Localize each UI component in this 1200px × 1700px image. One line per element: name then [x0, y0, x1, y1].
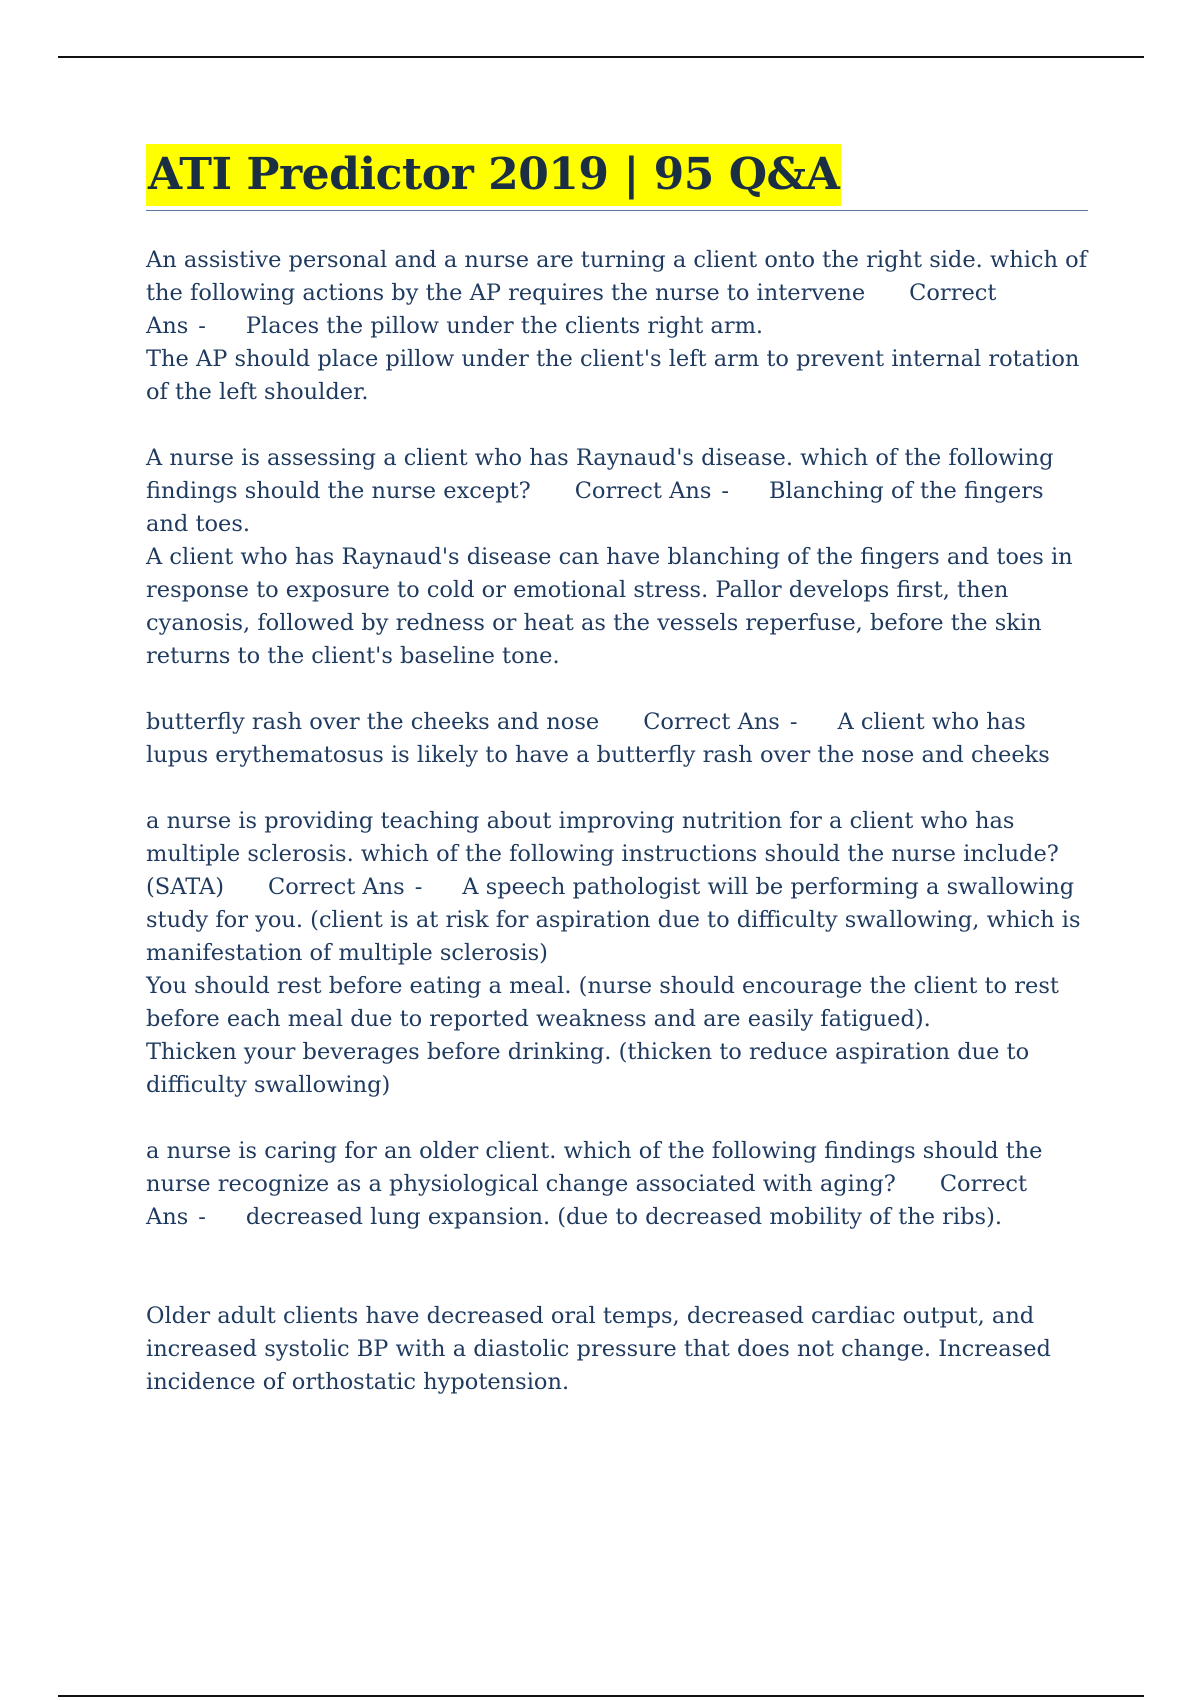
- page-top-rule: [58, 56, 1144, 58]
- qa-item-3: [146, 706, 1088, 772]
- answer-text: decreased lung expansion. (due to decreased mobility of the ribs).: [245, 1204, 1002, 1230]
- answer-separator: -: [198, 313, 206, 339]
- answer-text: A speech pathologist will be performing a swallowing study for you. (client is at risk for aspiration due to difficulty swallowing, which is manifestation of multiple sclerosis): [146, 874, 1081, 966]
- closing-note: [146, 1300, 1088, 1399]
- answer-separator: -: [721, 478, 729, 504]
- answer-label: Correct Ans: [146, 280, 997, 339]
- question-text: A nurse is assessing a client who has Raynaud's disease. which of the following findings should the nurse except?: [146, 445, 1054, 504]
- qa-block: [146, 442, 1088, 541]
- explanation-text: The AP should place pillow under the client's left arm to prevent internal rotation of the left shoulder.: [146, 346, 1080, 405]
- qa-item-4: [146, 805, 1088, 1102]
- qa-block: [146, 1135, 1088, 1234]
- explanation-text: You should rest before eating a meal. (nurse should encourage the client to rest before each meal due to reported weakness and are easily fatigued).: [146, 973, 1059, 1032]
- qa-block: [146, 706, 1088, 772]
- explanation-text: Thicken your beverages before drinking. (thicken to reduce aspiration due to difficulty swallowing): [146, 1039, 1030, 1098]
- question-text: butterfly rash over the cheeks and nose: [146, 709, 600, 735]
- answer-text: Places the pillow under the clients right arm.: [245, 313, 764, 339]
- qa-item-5: [146, 1135, 1088, 1234]
- explanation-text: A client who has Raynaud's disease can have blanching of the fingers and toes in response to exposure to cold or emotional stress. Pallor develops first, then cyanosis, followed by redness or heat as the vessels reperfuse, before the skin returns to the client's baseline tone.: [146, 544, 1073, 669]
- answer-label: Correct Ans: [268, 874, 405, 900]
- qa-block: [146, 805, 1088, 970]
- question-text: a nurse is providing teaching about improving nutrition for a client who has multiple sclerosis. which of the following instructions should the nurse include? (SATA): [146, 808, 1059, 900]
- title-underline: [146, 210, 1088, 211]
- answer-separator: -: [198, 1204, 206, 1230]
- answer-text: Blanching of the fingers and toes.: [146, 478, 1044, 537]
- answer-text: A client who has lupus erythematosus is likely to have a butterfly rash over the nose and cheeks: [146, 709, 1050, 768]
- answer-label: Correct Ans: [643, 709, 780, 735]
- document-body: [146, 144, 1088, 1432]
- question-text: An assistive personal and a nurse are turning a client onto the right side. which of the following actions by the AP requires the nurse to intervene: [146, 247, 1088, 306]
- closing-note-text: Older adult clients have decreased oral temps, decreased cardiac output, and increased systolic BP with a diastolic pressure that does not change. Increased incidence of orthostatic hypotension.: [146, 1303, 1051, 1395]
- question-text: a nurse is caring for an older client. which of the following findings should the nurse recognize as a physiological change associated with aging?: [146, 1138, 1043, 1197]
- answer-label: Correct Ans: [574, 478, 712, 504]
- qa-item-1: [146, 244, 1088, 409]
- answer-separator: -: [789, 709, 798, 735]
- page-bottom-rule: [58, 1695, 1144, 1697]
- qa-list: [146, 244, 1088, 1399]
- qa-item-2: [146, 442, 1088, 673]
- document-title: ATI Predictor 2019 | 95 Q&A: [146, 144, 841, 206]
- qa-block: [146, 244, 1088, 343]
- answer-separator: -: [414, 874, 423, 900]
- answer-label: Correct Ans: [146, 1171, 1028, 1230]
